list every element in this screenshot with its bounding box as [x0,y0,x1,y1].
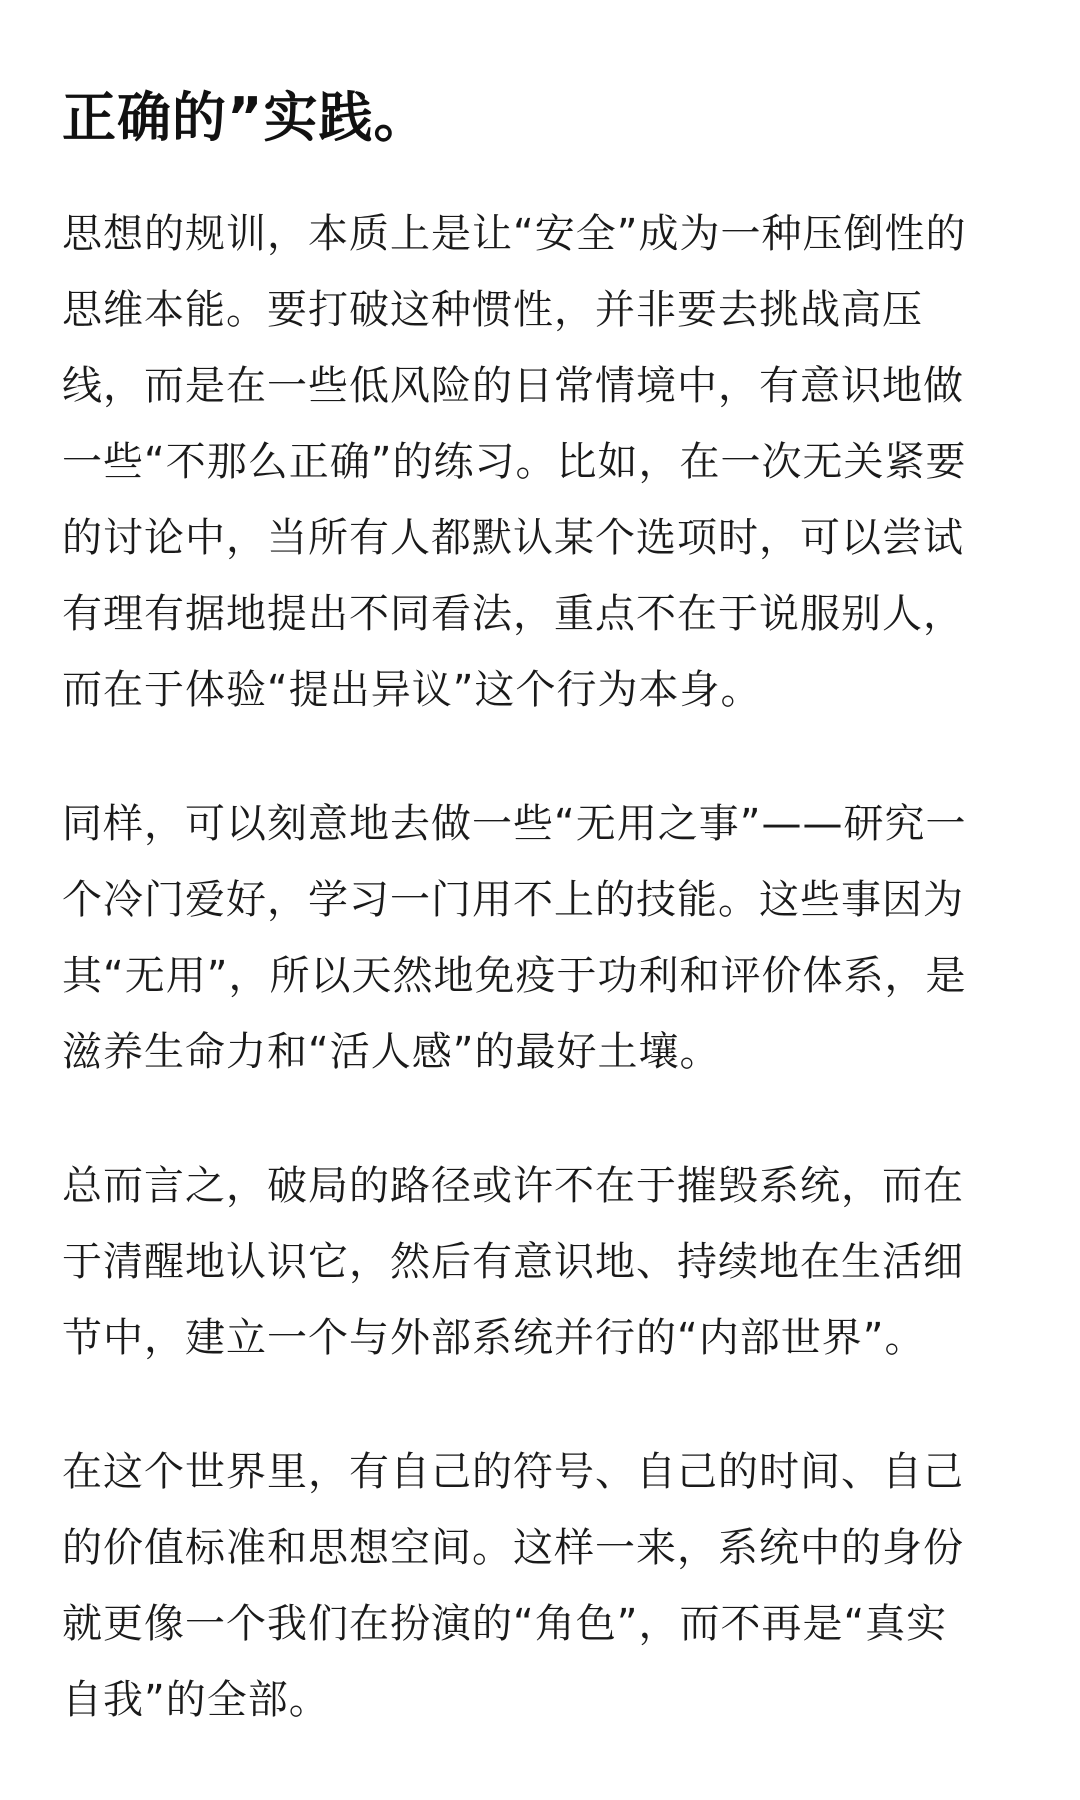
article-heading: 正确的”实践。 [62,86,429,149]
paragraph-line: 思维本能。要打破这种惯性，并非要去挑战高压 [62,287,923,333]
paragraph-line: 滋养生命力和“活人感”的最好土壤。 [62,1029,721,1075]
paragraph-line: 在这个世界里，有自己的符号、自己的时间、自己 [62,1449,964,1495]
paragraph-line: 就更像一个我们在扮演的“角色”，而不再是“真实 [62,1601,948,1647]
paragraph-line: 一些“不那么正确”的练习。比如，在一次无关紧要 [62,439,967,485]
paragraph-line: 节中，建立一个与外部系统并行的“内部世界”。 [62,1315,926,1361]
paragraph-line: 的价值标准和思想空间。这样一来，系统中的身份 [62,1525,964,1571]
paragraph-line: 于清醒地认识它，然后有意识地、持续地在生活细 [62,1239,964,1285]
paragraph-line: 自我”的全部。 [62,1677,330,1723]
paragraph-line: 同样，可以刻意地去做一些“无用之事”——研究一 [62,801,967,847]
paragraph-line: 有理有据地提出不同看法，重点不在于说服别人， [62,591,964,637]
paragraph-line: 个冷门爱好，学习一门用不上的技能。这些事因为 [62,877,964,923]
paragraph-line: 的讨论中，当所有人都默认某个选项时，可以尝试 [62,515,964,561]
paragraph-2 [62,786,1018,1090]
paragraph-line: 其“无用”，所以天然地免疫于功利和评价体系，是 [62,953,967,999]
paragraph-line: 而在于体验“提出异议”这个行为本身。 [62,667,762,713]
paragraph-line: 总而言之，破局的路径或许不在于摧毁系统，而在 [62,1163,964,1209]
paragraph-line: 线，而是在一些低风险的日常情境中，有意识地做 [62,363,964,409]
paragraph-4 [62,1434,1018,1738]
paragraph-3 [62,1148,1018,1376]
paragraph-1 [62,196,1018,728]
paragraph-line: 思想的规训，本质上是让“安全”成为一种压倒性的 [62,211,967,257]
